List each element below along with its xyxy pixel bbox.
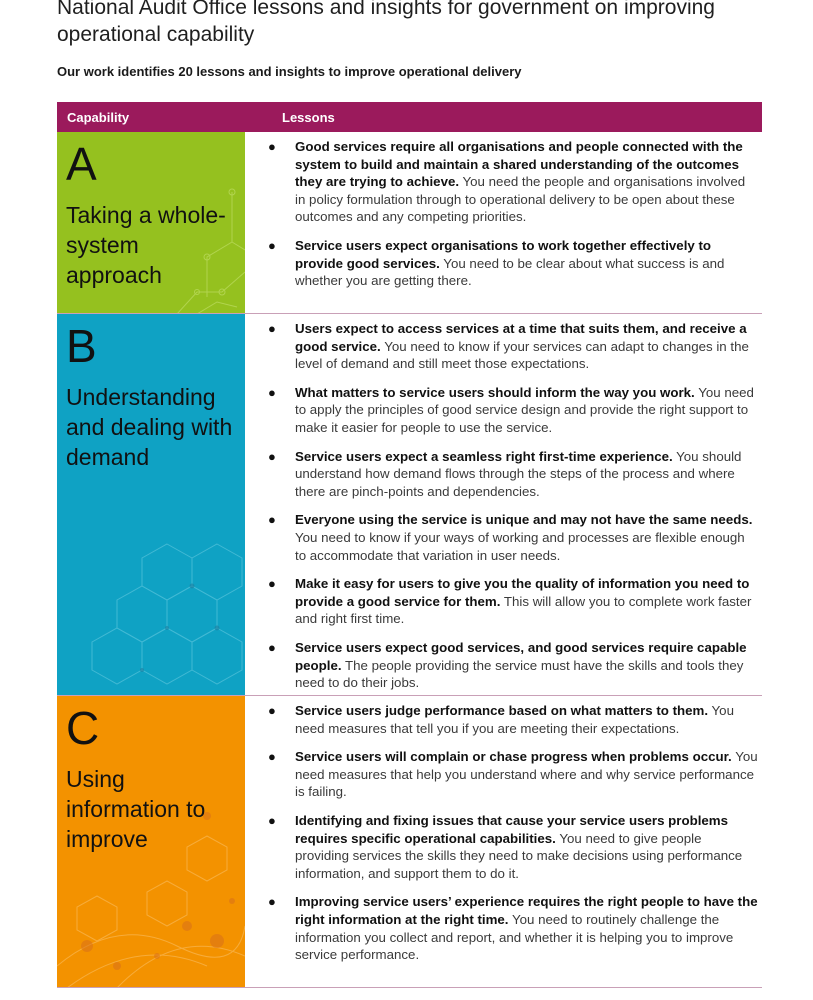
bullet-icon: ● [268,512,276,528]
capability-cell-c [57,696,245,987]
capability-cell-a [57,132,245,313]
lesson-body: You need to be clear about what success is and whether you are getting there. [295,255,725,289]
lesson-heading: Service users expect good services, and good services require capable people. [295,639,747,673]
lesson-item [268,237,758,290]
lesson-heading: Identifying and fixing issues that cause your service users problems requires specific operational capabilities. [295,812,729,846]
column-header-lessons: Lessons [282,109,335,125]
lesson-heading: Improving service users’ experience requires the right people to have the right information at the right time. [295,894,758,927]
lessons-list [245,314,762,695]
lesson-body: You need measures that tell you if you are meeting their expectations. [295,703,734,736]
bullet-icon: ● [268,448,276,464]
lesson-item [268,639,758,692]
lesson-item [268,812,758,882]
lessons-list [245,132,762,313]
bullet-icon: ● [268,237,276,253]
lesson-body: This will allow you to complete work faster and right first time. [295,593,752,627]
bullet-icon: ● [268,749,276,765]
bullet-icon: ● [268,321,276,336]
column-header-capability: Capability [67,109,130,125]
capability-letter: B [66,320,97,372]
lesson-heading: Make it easy for users to give you the quality of information you need to provide a good service for them. [295,576,750,609]
lesson-body: You need to know if your ways of working and processes are flexible enough to accommodate that variation in user needs. [295,529,745,563]
bullet-icon: ● [268,384,276,400]
lesson-item [268,448,758,501]
lesson-heading: Service users judge performance based on what matters to them. [295,703,709,718]
lesson-heading: Users expect to access services at a time that suits them, and receive a good service. [295,321,747,354]
lesson-item [268,384,758,437]
section-b [57,314,762,696]
section-a [57,132,762,314]
lesson-heading: Everyone using the service is unique and may not have the same needs. [295,512,753,528]
bullet-icon: ● [268,639,276,655]
lesson-heading: Service users expect organisations to work together effectively to provide good services. [295,237,712,271]
lesson-item [268,511,758,564]
capability-name: Using information to improve [66,766,206,852]
capability-cell-b [57,314,245,695]
lesson-body: You need to routinely challenge the information you collect and report, and whether it is helping you to improve service performance. [295,911,734,963]
lesson-body: You should understand how demand flows through the steps of the process and where there are pinch-points and dependencies. [295,448,742,499]
lesson-body: You need to know if your services can adapt to changes in the level of demand and still meet those expectations. [295,338,749,372]
section-c [57,696,762,988]
page-subtitle: Our work identifies 20 lessons and insights to improve operational delivery [57,64,522,79]
lesson-body: You need the people and organisations involved in policy formulation through to operational delivery to be open about these outcomes and any competing priorities. [295,174,746,225]
lesson-item [268,702,758,737]
bullet-icon: ● [268,576,276,592]
bullet-icon: ● [268,812,276,828]
lesson-body: You need to give people providing services the skills they need to make decisions using performance information, and support them to do it. [295,830,743,881]
lesson-heading: What matters to service users should inform the way you work. [295,384,695,400]
lesson-item [268,320,758,373]
capability-name: Understanding and dealing with demand [66,384,233,470]
lesson-item [268,575,758,628]
table-header [57,102,762,132]
lesson-body: The people providing the service must have the skills and tools they need to do their jobs. [295,657,744,691]
lessons-list [245,696,762,987]
capability-letter: C [66,702,100,754]
lesson-item [268,893,758,963]
bullet-icon: ● [268,703,276,718]
lesson-item [268,138,758,226]
page-title: National Audit Office lessons and insights for government on improving operational capability [57,0,715,46]
lesson-heading: Service users expect a seamless right first-time experience. [295,448,673,464]
lesson-heading: Good services require all organisations and people connected with the system to build and maintain a shared understanding of the outcomes they are trying to achieve. [295,139,743,190]
lesson-heading: Service users will complain or chase progress when problems occur. [295,749,732,765]
lesson-item [268,748,758,801]
lesson-body: You need to apply the principles of good service design and provide the right support to make it easier for people to use the service. [295,384,754,435]
capability-name: Taking a whole-system approach [66,202,226,288]
capability-letter: A [66,138,97,190]
lessons-table [57,102,762,988]
bullet-icon: ● [268,894,276,910]
bullet-icon: ● [268,139,276,154]
lesson-body: You need measures that help you understand where and why service performance is failing. [295,749,758,800]
